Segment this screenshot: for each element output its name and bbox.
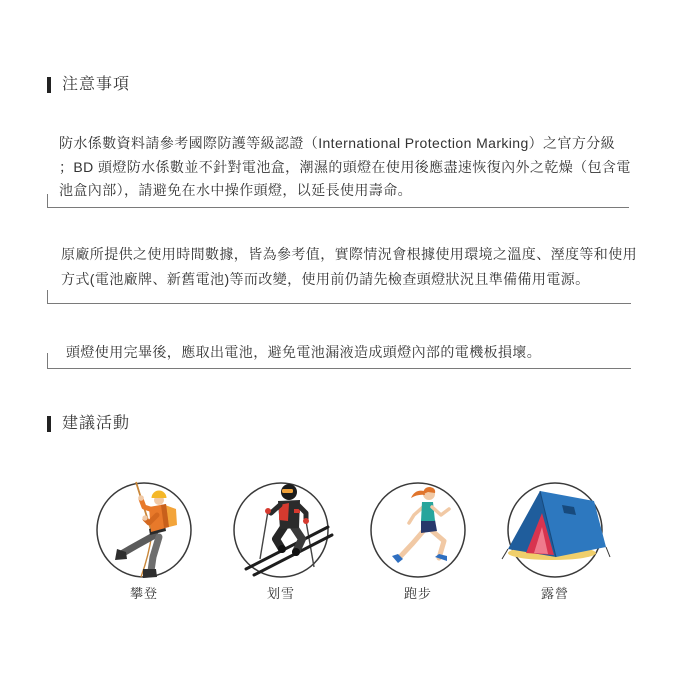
climber-figure xyxy=(115,482,177,578)
camping-icon xyxy=(490,465,620,595)
notes-heading-title: 注意事項 xyxy=(62,76,131,93)
paragraph-divider xyxy=(47,207,629,208)
note-line: 原廠所提供之使用時間數據，皆為參考值，實際情況會根據使用環境之溫度、溼度等和使用 xyxy=(61,246,637,262)
heading-bar xyxy=(47,77,51,93)
runner-figure xyxy=(392,487,449,563)
activities-heading-title: 建議活動 xyxy=(62,415,131,432)
skiing-icon xyxy=(216,465,346,595)
climbing-icon xyxy=(79,465,209,595)
activity-label: 划雪 xyxy=(266,586,295,601)
activity-label: 攀登 xyxy=(129,586,158,601)
note-line: 防水係數資料請參考國際防護等級認證（International Protection Marking）之官方分級 xyxy=(59,135,616,151)
paragraph-divider xyxy=(47,368,631,369)
note-line: ；BD 頭燈防水係數並不針對電池盒，潮濕的頭燈在使用後應盡速恢復內外之乾燥（包含電 xyxy=(59,159,631,175)
note-line: 池盒內部），請避免在水中操作頭燈，以延長使用壽命。 xyxy=(59,182,412,198)
skier-figure xyxy=(246,484,332,575)
heading-bar xyxy=(47,416,51,432)
activity-circle xyxy=(97,483,191,577)
paragraph-divider-corner xyxy=(47,290,48,304)
paragraph-divider xyxy=(47,303,631,304)
activity-label: 露營 xyxy=(540,586,569,601)
activities-heading xyxy=(47,414,267,434)
paragraph-divider-corner xyxy=(47,194,48,208)
notes-heading xyxy=(47,75,267,95)
note-line: 方式(電池廠牌、新舊電池)等而改變，使用前仍請先檢查頭燈狀況且準備備用電源。 xyxy=(61,271,590,287)
note-line: 頭燈使用完畢後，應取出電池，避免電池漏液造成頭燈內部的電機板損壞。 xyxy=(66,344,542,360)
paragraph-divider-corner xyxy=(47,353,48,369)
activity-label: 跑步 xyxy=(403,586,432,601)
running-icon xyxy=(353,465,483,595)
activity-circle xyxy=(371,483,465,577)
